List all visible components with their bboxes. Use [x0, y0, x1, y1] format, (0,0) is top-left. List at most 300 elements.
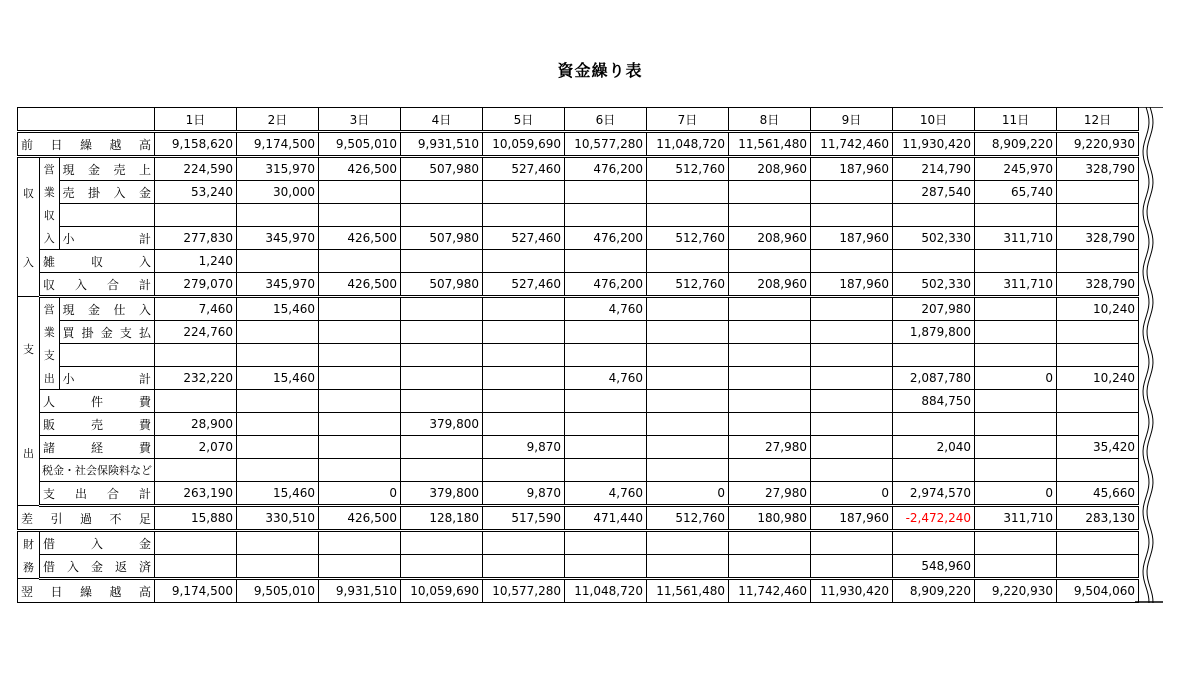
cell-misc_income-3	[319, 250, 401, 273]
cell-in_subtotal-9: 187,960	[811, 227, 893, 250]
cell-carry_out-1: 9,174,500	[155, 579, 237, 603]
cell-cash_sales-5: 527,460	[483, 157, 565, 181]
cell-expense_total-11: 0	[975, 482, 1057, 506]
row-label-balance	[18, 506, 155, 531]
table-row	[18, 204, 1139, 227]
cell-carry_out-7: 11,561,480	[647, 579, 729, 603]
cell-cash_sales-7: 512,760	[647, 157, 729, 181]
cell-personnel-8	[729, 390, 811, 413]
cell-carry_in-10: 11,930,420	[893, 132, 975, 157]
cell-expense_total-7: 0	[647, 482, 729, 506]
cash-flow-table-wrap	[17, 107, 1139, 603]
cell-balance-4: 128,180	[401, 506, 483, 531]
cell-personnel-10: 884,750	[893, 390, 975, 413]
row-label-text: 小 計	[62, 231, 151, 246]
cell-sales_exp-5	[483, 413, 565, 436]
table-row	[18, 344, 1139, 367]
row-label-text: 諸 経 費	[43, 440, 151, 455]
cell-tax-10	[893, 459, 975, 482]
cell-carry_in-2: 9,174,500	[237, 132, 319, 157]
cell-blank_in-2	[237, 204, 319, 227]
row-label-text: 差 引 過 不 足	[21, 511, 151, 526]
row-label-text: 買 掛 金 支 払	[62, 325, 151, 340]
cell-expense_total-8: 27,980	[729, 482, 811, 506]
row-label-subtotal	[59, 367, 154, 390]
cell-expense_total-3: 0	[319, 482, 401, 506]
cell-personnel-4	[401, 390, 483, 413]
table-row	[18, 482, 1139, 506]
cell-balance-1: 15,880	[155, 506, 237, 531]
expense-group-text: 支 出	[23, 343, 34, 460]
row-label-text: 売 掛 入 金	[62, 185, 151, 200]
cell-cash_sales-2: 315,970	[237, 157, 319, 181]
cell-income_total-9: 187,960	[811, 273, 893, 297]
header-row	[18, 108, 1139, 132]
cell-carry_in-4: 9,931,510	[401, 132, 483, 157]
cell-payables-12	[1057, 321, 1139, 344]
cell-blank_in-3	[319, 204, 401, 227]
cell-cash_sales-9: 187,960	[811, 157, 893, 181]
row-label-payables	[59, 321, 154, 344]
cell-sales_exp-9	[811, 413, 893, 436]
row-label-blank	[59, 344, 154, 367]
cell-sales_exp-7	[647, 413, 729, 436]
cell-sales_exp-2	[237, 413, 319, 436]
row-label-text: 翌 日 繰 越 高	[21, 584, 151, 599]
cell-out_subtotal-2: 15,460	[237, 367, 319, 390]
cell-cash_purchase-12: 10,240	[1057, 297, 1139, 321]
cell-misc_income-1: 1,240	[155, 250, 237, 273]
table-row	[18, 297, 1139, 321]
cell-borrowing-12	[1057, 531, 1139, 555]
cell-misc_exp-12: 35,420	[1057, 436, 1139, 459]
row-label-text: 支 出 合 計	[43, 486, 151, 501]
cell-income_total-8: 208,960	[729, 273, 811, 297]
cell-balance-8: 180,980	[729, 506, 811, 531]
cell-payables-6	[565, 321, 647, 344]
cell-out_subtotal-5	[483, 367, 565, 390]
cash-flow-table	[17, 107, 1139, 603]
income-group-text: 収 入	[23, 186, 34, 269]
cell-borrowing-9	[811, 531, 893, 555]
table-row	[18, 273, 1139, 297]
table-row	[18, 250, 1139, 273]
cell-carry_out-8: 11,742,460	[729, 579, 811, 603]
cell-borrowing-8	[729, 531, 811, 555]
cell-payables-7	[647, 321, 729, 344]
row-label-text: 収 入 合 計	[43, 277, 151, 292]
cell-balance-11: 311,710	[975, 506, 1057, 531]
cell-tax-6	[565, 459, 647, 482]
cell-blank_out-10	[893, 344, 975, 367]
cell-personnel-3	[319, 390, 401, 413]
cell-out_subtotal-3	[319, 367, 401, 390]
cell-payables-1: 224,760	[155, 321, 237, 344]
cell-payables-4	[401, 321, 483, 344]
cell-sales_exp-10	[893, 413, 975, 436]
cell-repayment-6	[565, 555, 647, 579]
cell-blank_in-12	[1057, 204, 1139, 227]
cell-blank_out-12	[1057, 344, 1139, 367]
cell-payables-10: 1,879,800	[893, 321, 975, 344]
cell-sales_exp-8	[729, 413, 811, 436]
cell-blank_in-1	[155, 204, 237, 227]
cell-payables-9	[811, 321, 893, 344]
cell-blank_out-7	[647, 344, 729, 367]
cell-blank_in-8	[729, 204, 811, 227]
day-header-6: 6日	[565, 108, 647, 132]
cell-cash_sales-4: 507,980	[401, 157, 483, 181]
cell-tax-9	[811, 459, 893, 482]
income-group-label	[18, 157, 40, 297]
cell-personnel-12	[1057, 390, 1139, 413]
cell-cash_sales-12: 328,790	[1057, 157, 1139, 181]
cell-out_subtotal-11: 0	[975, 367, 1057, 390]
row-label-subtotal	[59, 227, 154, 250]
cell-carry_in-12: 9,220,930	[1057, 132, 1139, 157]
cell-blank_in-7	[647, 204, 729, 227]
cell-carry_out-3: 9,931,510	[319, 579, 401, 603]
cell-receivables-8	[729, 181, 811, 204]
table-row	[18, 132, 1139, 157]
cell-misc_exp-9	[811, 436, 893, 459]
cell-repayment-10: 548,960	[893, 555, 975, 579]
cell-carry_in-6: 10,577,280	[565, 132, 647, 157]
cell-cash_purchase-1: 7,460	[155, 297, 237, 321]
cell-misc_income-8	[729, 250, 811, 273]
cell-blank_out-8	[729, 344, 811, 367]
cell-expense_total-6: 4,760	[565, 482, 647, 506]
table-row	[18, 367, 1139, 390]
row-label-text: 人 件 費	[43, 394, 151, 409]
cell-carry_in-8: 11,561,480	[729, 132, 811, 157]
cell-receivables-10: 287,540	[893, 181, 975, 204]
cell-blank_out-1	[155, 344, 237, 367]
cell-repayment-9	[811, 555, 893, 579]
operating-expense-text: 営 業 支 出	[43, 303, 55, 385]
cell-personnel-11	[975, 390, 1057, 413]
cell-carry_in-3: 9,505,010	[319, 132, 401, 157]
cell-blank_out-6	[565, 344, 647, 367]
cell-expense_total-5: 9,870	[483, 482, 565, 506]
cell-payables-2	[237, 321, 319, 344]
cell-expense_total-2: 15,460	[237, 482, 319, 506]
row-label-carry_out	[18, 579, 155, 603]
cell-repayment-2	[237, 555, 319, 579]
cell-cash_sales-6: 476,200	[565, 157, 647, 181]
cell-tax-7	[647, 459, 729, 482]
header-corner	[18, 108, 155, 132]
cell-in_subtotal-6: 476,200	[565, 227, 647, 250]
cell-out_subtotal-12: 10,240	[1057, 367, 1139, 390]
cell-cash_purchase-4	[401, 297, 483, 321]
cell-repayment-3	[319, 555, 401, 579]
cell-borrowing-5	[483, 531, 565, 555]
cell-borrowing-11	[975, 531, 1057, 555]
cell-cash_sales-3: 426,500	[319, 157, 401, 181]
row-label-receivables	[59, 181, 154, 204]
cell-cash_purchase-8	[729, 297, 811, 321]
row-label-carry_in	[18, 132, 155, 157]
cell-balance-3: 426,500	[319, 506, 401, 531]
cell-blank_out-2	[237, 344, 319, 367]
cell-payables-3	[319, 321, 401, 344]
cell-misc_exp-4	[401, 436, 483, 459]
row-label-misc_income	[40, 250, 155, 273]
table-row	[18, 555, 1139, 579]
cell-expense_total-10: 2,974,570	[893, 482, 975, 506]
row-label-text: 借 入 金 返 済	[43, 559, 151, 574]
cell-sales_exp-11	[975, 413, 1057, 436]
cell-sales_exp-3	[319, 413, 401, 436]
cell-repayment-7	[647, 555, 729, 579]
cell-blank_out-5	[483, 344, 565, 367]
row-label-borrowing	[40, 531, 155, 555]
cell-tax-11	[975, 459, 1057, 482]
cell-sales_exp-12	[1057, 413, 1139, 436]
cell-cash_purchase-3	[319, 297, 401, 321]
day-header-7: 7日	[647, 108, 729, 132]
row-label-tax	[40, 459, 155, 482]
cell-expense_total-4: 379,800	[401, 482, 483, 506]
cell-income_total-4: 507,980	[401, 273, 483, 297]
cell-expense_total-12: 45,660	[1057, 482, 1139, 506]
cell-personnel-9	[811, 390, 893, 413]
cell-repayment-5	[483, 555, 565, 579]
cell-tax-5	[483, 459, 565, 482]
row-label-blank	[59, 204, 154, 227]
day-header-11: 11日	[975, 108, 1057, 132]
table-row	[18, 181, 1139, 204]
cell-carry_out-2: 9,505,010	[237, 579, 319, 603]
cell-payables-5	[483, 321, 565, 344]
cell-tax-12	[1057, 459, 1139, 482]
cell-borrowing-3	[319, 531, 401, 555]
cell-out_subtotal-6: 4,760	[565, 367, 647, 390]
cell-tax-8	[729, 459, 811, 482]
cell-misc_income-11	[975, 250, 1057, 273]
day-header-3: 3日	[319, 108, 401, 132]
cell-misc_income-9	[811, 250, 893, 273]
cell-carry_out-9: 11,930,420	[811, 579, 893, 603]
cell-misc_exp-10: 2,040	[893, 436, 975, 459]
row-label-repayment	[40, 555, 155, 579]
finance-group-text: 財 務	[23, 537, 34, 574]
cell-balance-10: -2,472,240	[893, 506, 975, 531]
cell-misc_exp-11	[975, 436, 1057, 459]
cell-cash_purchase-2: 15,460	[237, 297, 319, 321]
table-row	[18, 413, 1139, 436]
cell-repayment-12	[1057, 555, 1139, 579]
row-label-personnel	[40, 390, 155, 413]
cell-blank_out-9	[811, 344, 893, 367]
cell-cash_purchase-10: 207,980	[893, 297, 975, 321]
cell-sales_exp-1: 28,900	[155, 413, 237, 436]
cell-borrowing-4	[401, 531, 483, 555]
cell-cash_sales-10: 214,790	[893, 157, 975, 181]
cell-in_subtotal-10: 502,330	[893, 227, 975, 250]
cell-misc_exp-7	[647, 436, 729, 459]
cell-carry_out-6: 11,048,720	[565, 579, 647, 603]
cell-cash_purchase-7	[647, 297, 729, 321]
cell-cash_purchase-9	[811, 297, 893, 321]
continuation-wave-icon	[1135, 107, 1163, 603]
row-label-income_total	[40, 273, 155, 297]
page-title: 資金繰り表	[557, 61, 643, 80]
row-label-text: 前 日 繰 越 高	[21, 137, 151, 152]
cell-carry_in-11: 8,909,220	[975, 132, 1057, 157]
cell-expense_total-1: 263,190	[155, 482, 237, 506]
cell-in_subtotal-2: 345,970	[237, 227, 319, 250]
cell-out_subtotal-8	[729, 367, 811, 390]
cell-out_subtotal-1: 232,220	[155, 367, 237, 390]
cell-repayment-1	[155, 555, 237, 579]
row-label-text: 小 計	[62, 371, 151, 386]
cell-in_subtotal-7: 512,760	[647, 227, 729, 250]
cell-blank_in-6	[565, 204, 647, 227]
cell-in_subtotal-11: 311,710	[975, 227, 1057, 250]
cell-income_total-1: 279,070	[155, 273, 237, 297]
cell-tax-4	[401, 459, 483, 482]
cell-balance-9: 187,960	[811, 506, 893, 531]
cell-carry_out-11: 9,220,930	[975, 579, 1057, 603]
cell-misc_income-7	[647, 250, 729, 273]
cell-personnel-6	[565, 390, 647, 413]
cell-repayment-11	[975, 555, 1057, 579]
row-label-text: 現 金 売 上	[62, 162, 151, 177]
cell-misc_exp-3	[319, 436, 401, 459]
cell-in_subtotal-12: 328,790	[1057, 227, 1139, 250]
cell-income_total-12: 328,790	[1057, 273, 1139, 297]
cell-expense_total-9: 0	[811, 482, 893, 506]
row-label-text: 現 金 仕 入	[62, 302, 151, 317]
cell-balance-7: 512,760	[647, 506, 729, 531]
table-row	[18, 157, 1139, 181]
cell-blank_in-11	[975, 204, 1057, 227]
cell-payables-8	[729, 321, 811, 344]
row-label-text: 借 入 金	[43, 536, 151, 551]
cell-in_subtotal-8: 208,960	[729, 227, 811, 250]
row-label-text: 雑 収 入	[43, 254, 151, 269]
operating-income-label	[40, 157, 60, 250]
cell-blank_in-10	[893, 204, 975, 227]
day-header-10: 10日	[893, 108, 975, 132]
cell-income_total-11: 311,710	[975, 273, 1057, 297]
cell-payables-11	[975, 321, 1057, 344]
day-header-9: 9日	[811, 108, 893, 132]
cell-carry_out-5: 10,577,280	[483, 579, 565, 603]
row-label-cash_purchase	[59, 297, 154, 321]
cell-blank_out-11	[975, 344, 1057, 367]
cell-cash_purchase-11	[975, 297, 1057, 321]
cell-income_total-5: 527,460	[483, 273, 565, 297]
expense-group-label	[18, 297, 40, 506]
table-row	[18, 321, 1139, 344]
cell-misc_exp-6	[565, 436, 647, 459]
cell-receivables-12	[1057, 181, 1139, 204]
cell-in_subtotal-1: 277,830	[155, 227, 237, 250]
cell-misc_exp-2	[237, 436, 319, 459]
cell-borrowing-1	[155, 531, 237, 555]
cell-out_subtotal-7	[647, 367, 729, 390]
cell-in_subtotal-3: 426,500	[319, 227, 401, 250]
cell-misc_income-4	[401, 250, 483, 273]
cell-personnel-5	[483, 390, 565, 413]
cell-blank_in-5	[483, 204, 565, 227]
row-label-cash_sales	[59, 157, 154, 181]
cell-tax-1	[155, 459, 237, 482]
table-row	[18, 227, 1139, 250]
cell-blank_in-9	[811, 204, 893, 227]
cell-misc_exp-8: 27,980	[729, 436, 811, 459]
table-row	[18, 531, 1139, 555]
day-header-8: 8日	[729, 108, 811, 132]
cell-tax-2	[237, 459, 319, 482]
cell-income_total-3: 426,500	[319, 273, 401, 297]
day-header-4: 4日	[401, 108, 483, 132]
cell-balance-2: 330,510	[237, 506, 319, 531]
cell-personnel-7	[647, 390, 729, 413]
cell-receivables-4	[401, 181, 483, 204]
cell-misc_income-6	[565, 250, 647, 273]
row-label-text: 税金・社会保険料など	[42, 464, 152, 477]
cell-income_total-10: 502,330	[893, 273, 975, 297]
row-label-sales_exp	[40, 413, 155, 436]
table-row	[18, 390, 1139, 413]
cell-income_total-7: 512,760	[647, 273, 729, 297]
cell-personnel-1	[155, 390, 237, 413]
day-header-2: 2日	[237, 108, 319, 132]
cell-borrowing-6	[565, 531, 647, 555]
cell-in_subtotal-5: 527,460	[483, 227, 565, 250]
cell-personnel-2	[237, 390, 319, 413]
cell-receivables-9	[811, 181, 893, 204]
cell-out_subtotal-9	[811, 367, 893, 390]
day-header-5: 5日	[483, 108, 565, 132]
cell-receivables-5	[483, 181, 565, 204]
operating-income-text: 営 業 収 入	[43, 163, 55, 245]
cell-income_total-6: 476,200	[565, 273, 647, 297]
cell-receivables-1: 53,240	[155, 181, 237, 204]
cell-out_subtotal-4	[401, 367, 483, 390]
cell-blank_in-4	[401, 204, 483, 227]
cell-misc_income-12	[1057, 250, 1139, 273]
cell-sales_exp-6	[565, 413, 647, 436]
cell-repayment-4	[401, 555, 483, 579]
cell-income_total-2: 345,970	[237, 273, 319, 297]
cell-carry_out-4: 10,059,690	[401, 579, 483, 603]
cell-receivables-6	[565, 181, 647, 204]
cell-misc_income-10	[893, 250, 975, 273]
cell-borrowing-2	[237, 531, 319, 555]
table-row	[18, 436, 1139, 459]
cell-carry_in-7: 11,048,720	[647, 132, 729, 157]
day-header-12: 12日	[1057, 108, 1139, 132]
cell-in_subtotal-4: 507,980	[401, 227, 483, 250]
cell-receivables-7	[647, 181, 729, 204]
cell-receivables-2: 30,000	[237, 181, 319, 204]
cell-tax-3	[319, 459, 401, 482]
cell-repayment-8	[729, 555, 811, 579]
cell-misc_exp-1: 2,070	[155, 436, 237, 459]
table-row	[18, 579, 1139, 603]
cell-carry_out-12: 9,504,060	[1057, 579, 1139, 603]
cell-cash_sales-1: 224,590	[155, 157, 237, 181]
cell-borrowing-7	[647, 531, 729, 555]
finance-group-label	[18, 531, 40, 579]
table-row	[18, 506, 1139, 531]
cell-cash_sales-11: 245,970	[975, 157, 1057, 181]
